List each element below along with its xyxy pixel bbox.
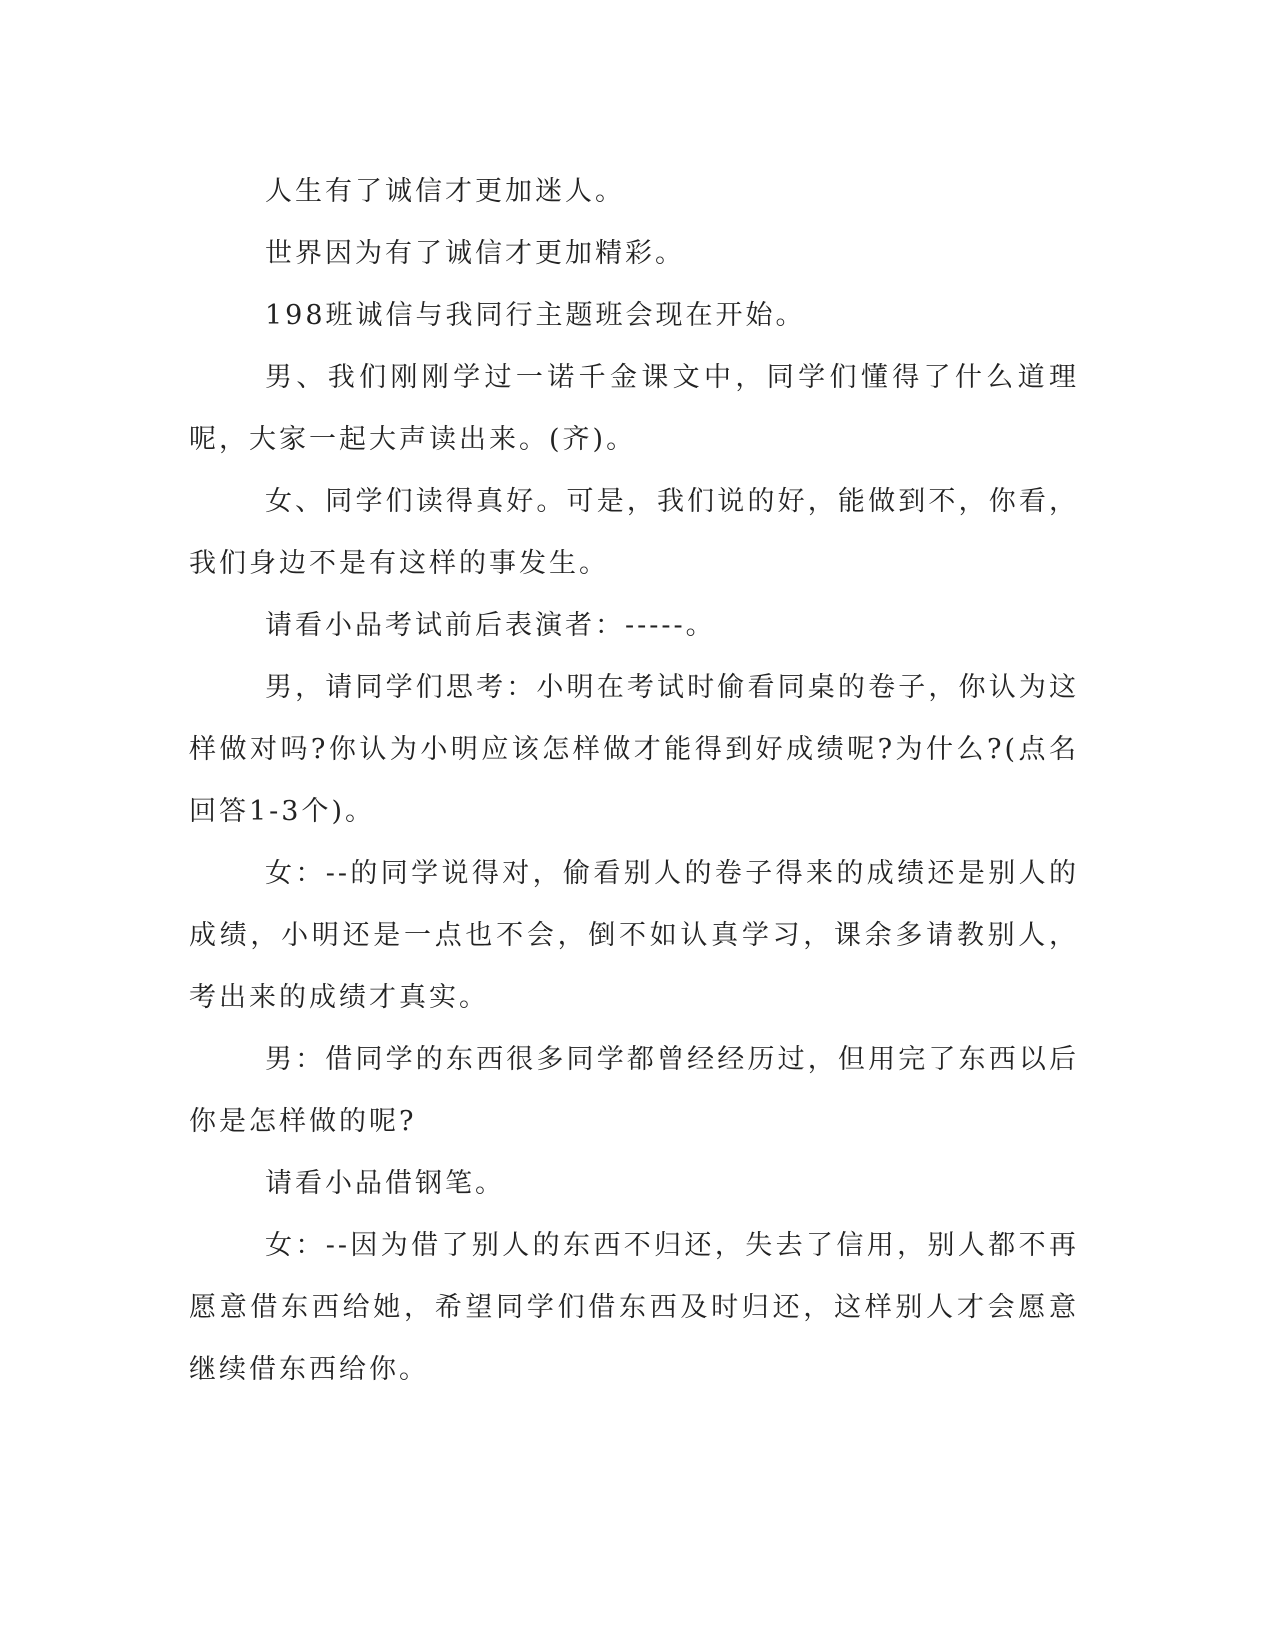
paragraph-10: 请看小品借钢笔。 xyxy=(265,1168,505,1199)
paragraph-11: 女：--因为借了别人的东西不归还，失去了信用，别人都不再愿意借东西给她，希望同学们借东西及时归还，这样别人才会愿意继续借东西给你。 xyxy=(189,1230,1079,1385)
paragraph-4: 男、我们刚刚学过一诺千金课文中，同学们懂得了什么道理呢，大家一起大声读出来。(齐)。 xyxy=(189,362,1079,455)
paragraph-2: 世界因为有了诚信才更加精彩。 xyxy=(265,238,685,269)
body-text xyxy=(189,161,1079,1401)
paragraph-7: 男，请同学们思考：小明在考试时偷看同桌的卷子，你认为这样做对吗?你认为小明应该怎样做才能得到好成绩呢?为什么?(点名回答1-3个)。 xyxy=(189,672,1079,827)
paragraph-5: 女、同学们读得真好。可是，我们说的好，能做到不，你看，我们身边不是有这样的事发生。 xyxy=(189,486,1079,579)
paragraph-6: 请看小品考试前后表演者：-----。 xyxy=(265,610,716,641)
paragraph-1: 人生有了诚信才更加迷人。 xyxy=(265,176,625,207)
paragraph-9: 男：借同学的东西很多同学都曾经经历过，但用完了东西以后你是怎样做的呢? xyxy=(189,1044,1079,1137)
paragraph-3: 198班诚信与我同行主题班会现在开始。 xyxy=(265,300,806,331)
paragraph-8: 女：--的同学说得对，偷看别人的卷子得来的成绩还是别人的成绩，小明还是一点也不会，倒不如认真学习，课余多请教别人，考出来的成绩才真实。 xyxy=(189,858,1079,1013)
